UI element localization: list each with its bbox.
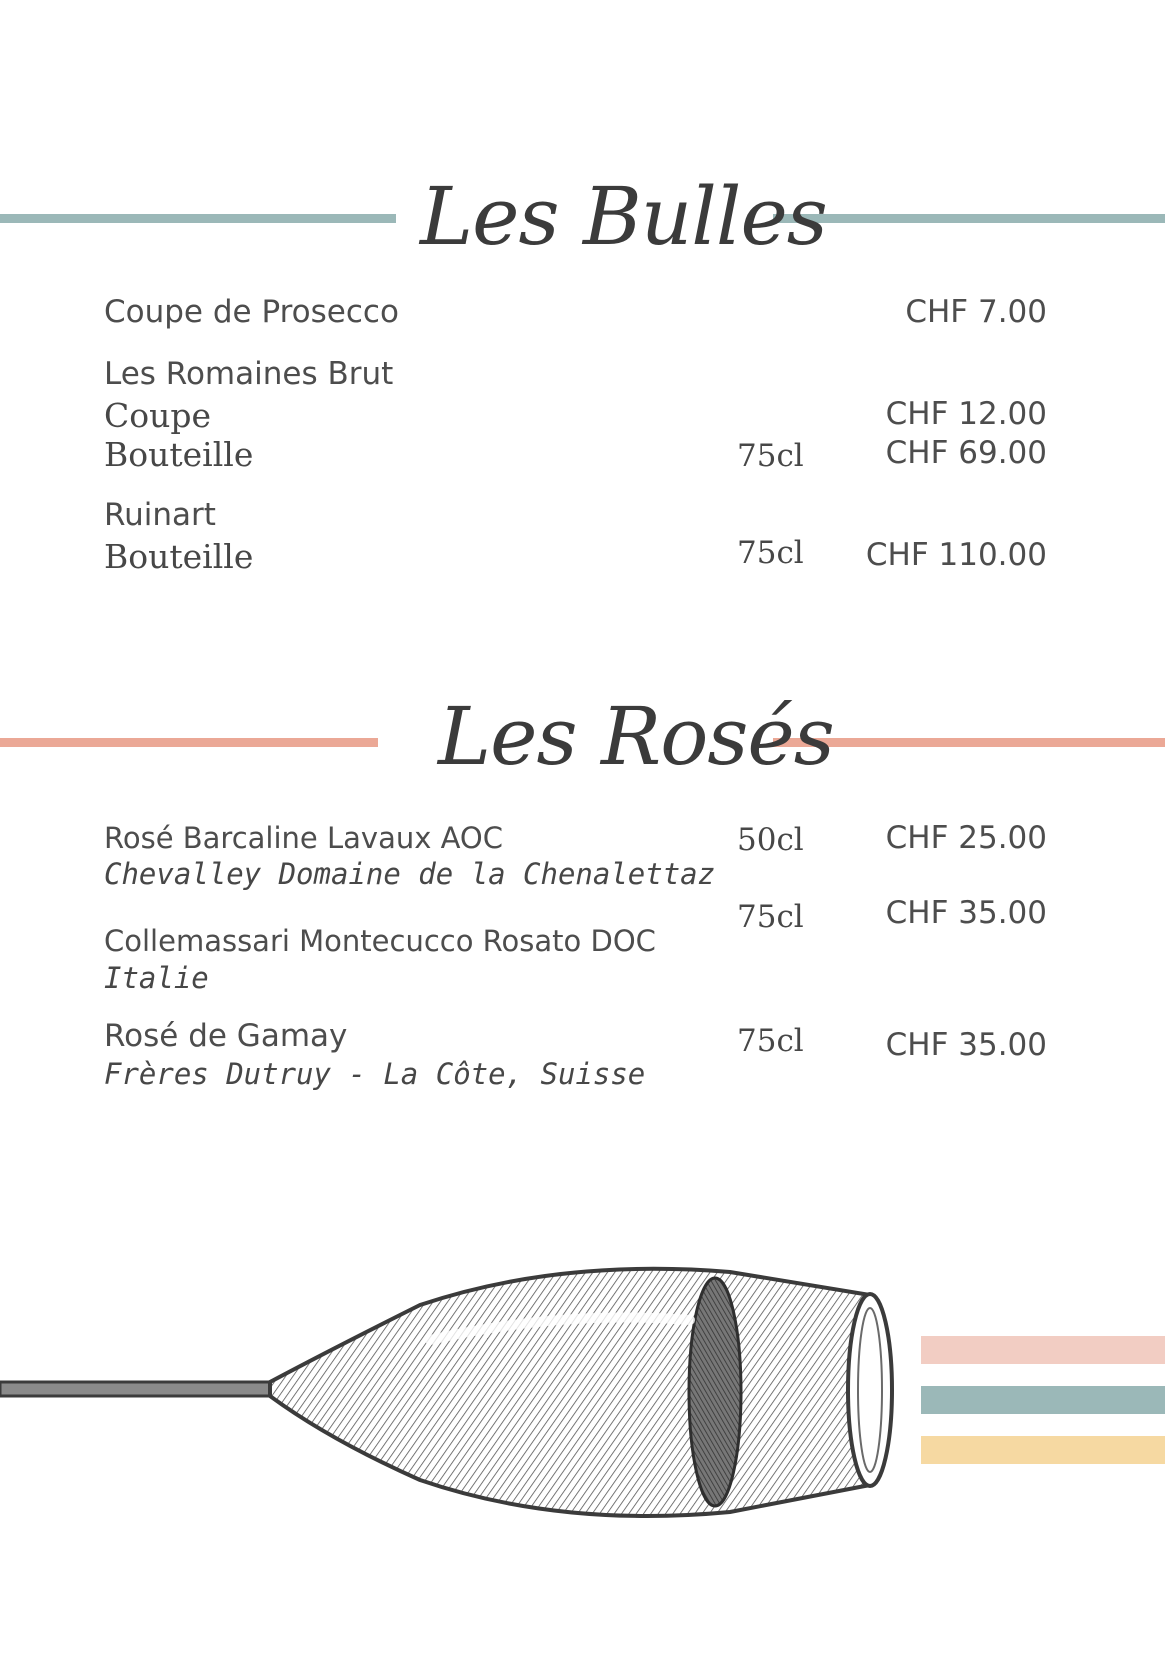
bulles-item-volume: 75cl [737,438,804,474]
roses-item-name: Rosé de Gamay [104,1018,348,1054]
bulles-item-volume: 75cl [737,535,804,571]
bulles-item-price: CHF 12.00 [885,396,1047,432]
bulles-rule-right [773,214,1165,223]
bulles-item-name: Coupe de Prosecco [104,294,399,330]
roses-item-volume: 50cl [737,822,804,858]
wine-glass-icon [0,1250,920,1530]
roses-item-name: Rosé Barcaline Lavaux AOC [104,821,504,855]
roses-item-price: CHF 35.00 [885,1027,1047,1063]
yellow-stripe [921,1436,1165,1464]
pink-stripe [921,1336,1165,1364]
roses-title: Les Rosés [438,690,834,783]
bulles-item-price: CHF 110.00 [865,537,1047,573]
roses-item-name: Collemassari Montecucco Rosato DOC [104,924,656,958]
bulles-title: Les Bulles [420,170,827,263]
roses-item-price: CHF 25.00 [885,820,1047,856]
roses-item-volume: 75cl [737,1023,804,1059]
bulles-item-name: Ruinart [104,497,216,533]
teal-stripe [921,1386,1165,1414]
roses-item-producer: Chevalley Domaine de la Chenalettaz [104,857,716,891]
bulles-item-name: Bouteille [104,537,254,576]
bulles-item-price: CHF 69.00 [885,435,1047,471]
roses-item-producer: Italie [104,961,209,995]
bulles-item-name: Coupe [104,396,212,435]
bulles-rule-left [0,214,396,223]
bulles-item-price: CHF 7.00 [905,294,1047,330]
roses-item-volume: 75cl [737,899,804,935]
roses-item-producer: Frères Dutruy - La Côte, Suisse [104,1057,646,1091]
roses-rule-left [0,738,378,747]
bulles-item-name: Les Romaines Brut [104,356,394,392]
bulles-item-name: Bouteille [104,435,254,474]
roses-item-price: CHF 35.00 [885,895,1047,931]
